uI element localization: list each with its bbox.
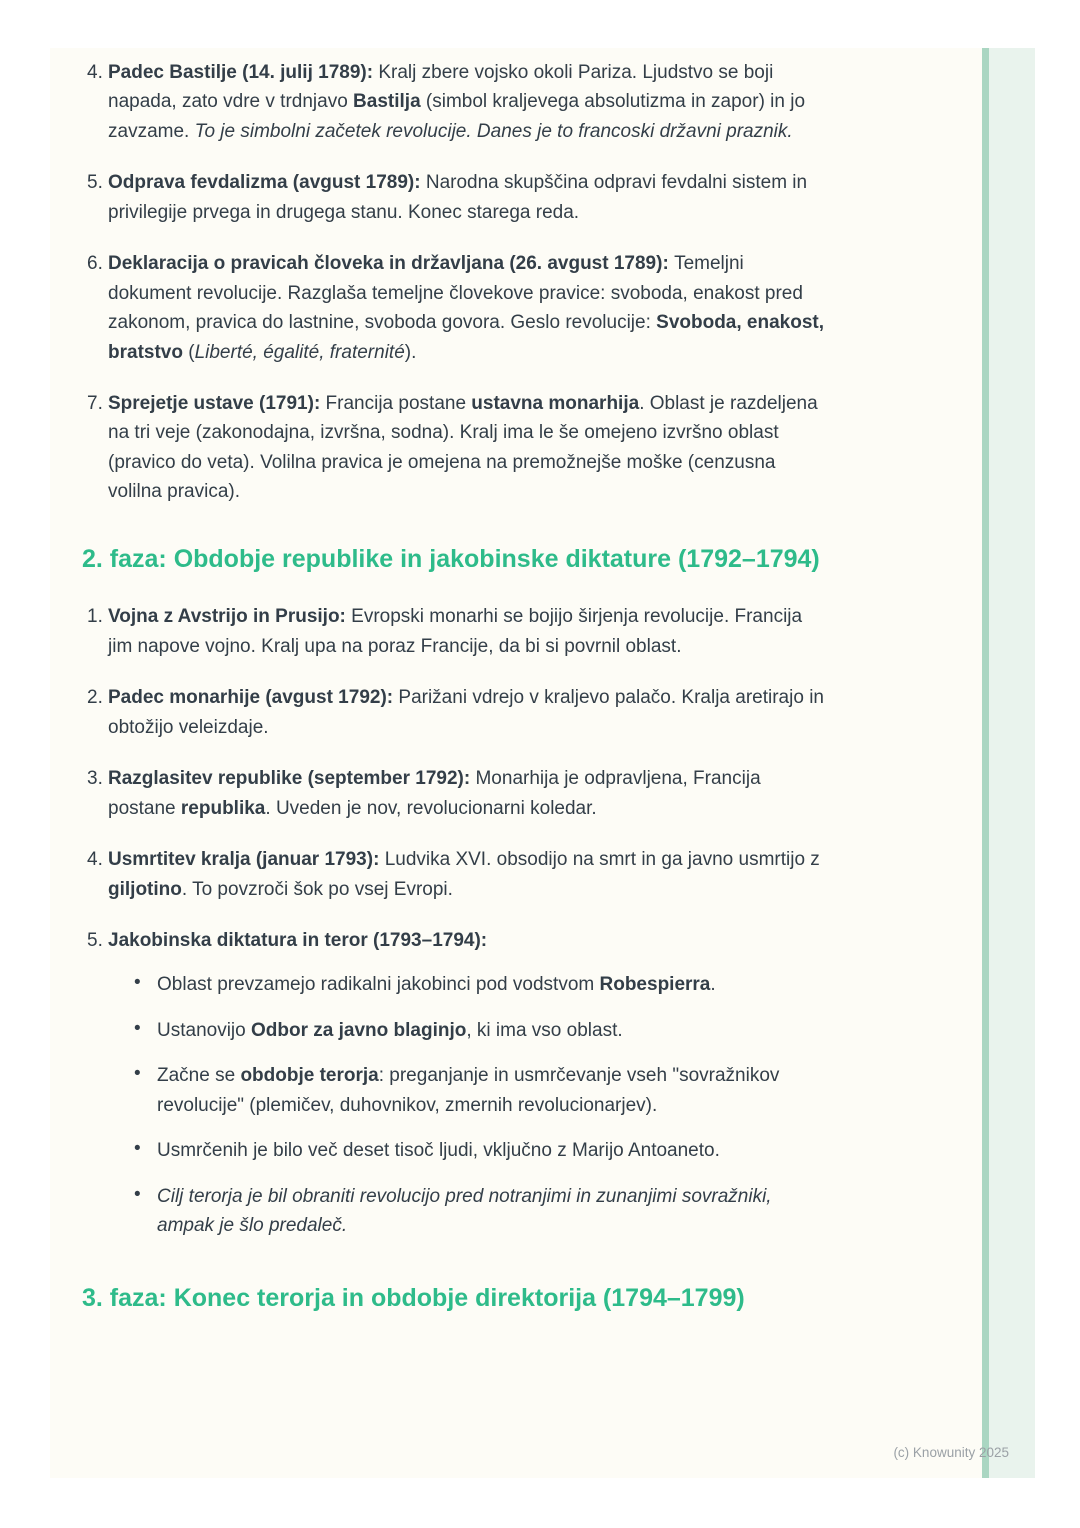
copyright-notice: (c) Knowunity 2025 — [893, 1445, 1009, 1460]
list-number: 3. — [87, 768, 103, 790]
list-item-text: Odprava fevdalizma (avgust 1789): Narodna skupščina odpravi fevdalni sistem in privilegije prvega in drugega stanu. Konec starega reda. — [108, 172, 808, 223]
bullet-item — [134, 1061, 830, 1120]
phase1-event-list — [87, 58, 830, 507]
bullet-text: Oblast prevzamejo radikalni jakobinci pod vodstvom Robespierra. — [157, 974, 716, 996]
list-item-text: Sprejetje ustave (1791): Francija postane ustavna monarhija. Oblast je razdeljena na tri veje (zakonodajna, izvršna, sodna). Kralj ima le še omejeno izvršno oblast (pravico do veta). Volilna pravica je omejena na premožnejše moške (cenzusna volilna pravica). — [108, 392, 818, 503]
bullet-item — [134, 970, 830, 999]
bullet-item — [134, 1182, 830, 1241]
bullet-item — [134, 1016, 830, 1045]
bullet-icon: • — [134, 972, 141, 994]
list-item — [87, 249, 830, 367]
list-item-text: Deklaracija o pravicah človeka in državljana (26. avgust 1789): Temeljni dokument revolucije. Razglaša temeljne človekove pravice: svoboda, enakost pred zakonom, pravica do lastnine, svoboda govora. Geslo revolucije: Svoboda, enakost, bratstvo (Liberté, égalité, fraternité). — [108, 253, 825, 363]
list-item — [87, 926, 830, 1241]
list-item-text: Jakobinska diktatura in teror (1793–1794): — [108, 929, 488, 951]
list-item-text: Vojna z Avstrijo in Prusijo: Evropski monarhi se bojijo širjenja revolucije. Francija jim napove vojno. Kralj upa na poraz Francije, da bi si povrnil oblast. — [108, 606, 803, 657]
list-number: 7. — [87, 392, 103, 414]
bullet-text: Cilj terorja je bil obraniti revolucijo pred notranjimi in zunanjimi sovražniki, ampak je šlo predaleč. — [157, 1185, 772, 1236]
bullet-icon: • — [134, 1063, 141, 1085]
side-accent-strip — [982, 48, 1035, 1478]
bullet-text: Ustanovijo Odbor za javno blaginjo, ki ima vso oblast. — [157, 1019, 623, 1041]
bullet-text: Usmrčenih je bilo več deset tisoč ljudi, vključno z Marijo Antoaneto. — [157, 1140, 720, 1162]
list-item — [87, 168, 830, 227]
phase2-event-list — [87, 602, 830, 1240]
list-item — [87, 845, 830, 904]
bullet-icon: • — [134, 1138, 141, 1160]
list-number: 5. — [87, 929, 103, 951]
section-heading-phase2: 2. faza: Obdobje republike in jakobinske diktature (1792–1794) — [82, 544, 820, 573]
list-number: 2. — [87, 687, 103, 709]
section-heading-phase3: 3. faza: Konec terorja in obdobje direktorija (1794–1799) — [82, 1284, 745, 1313]
document-page — [50, 48, 1035, 1478]
list-item — [87, 58, 830, 146]
list-number: 4. — [87, 849, 103, 871]
list-item — [87, 764, 830, 823]
list-number: 5. — [87, 172, 103, 194]
bullet-text: Začne se obdobje terorja: preganjanje in usmrčevanje vseh "sovražnikov revolucije" (plemičev, duhovnikov, zmernih revolucionarjev). — [157, 1065, 780, 1116]
terror-bullet-list — [134, 970, 830, 1240]
bullet-item — [134, 1136, 830, 1165]
bullet-icon: • — [134, 1017, 141, 1039]
list-item — [87, 683, 830, 742]
bullet-icon: • — [134, 1183, 141, 1205]
list-item-text: Usmrtitev kralja (januar 1793): Ludvika XVI. obsodijo na smrt in ga javno usmrtijo z giljotino. To povzroči šok po vsej Evropi. — [108, 849, 820, 900]
document-content — [50, 48, 1035, 1316]
list-number: 1. — [87, 606, 103, 628]
list-item-text: Padec Bastilje (14. julij 1789): Kralj zbere vojsko okoli Pariza. Ljudstvo se boji napada, zato vdre v trdnjavo Bastilja (simbol kraljevega absolutizma in zapor) in jo zavzame. To je simbolni začetek revolucije. Danes je to francoski državni praznik. — [108, 62, 806, 142]
list-item-text: Padec monarhije (avgust 1792): Parižani vdrejo v kraljevo palačo. Kralja aretirajo in obtožijo veleizdaje. — [108, 687, 824, 738]
list-item-text: Razglasitev republike (september 1792): Monarhija je odpravljena, Francija postane republika. Uveden je nov, revolucionarni koledar. — [108, 768, 761, 819]
list-item — [87, 602, 830, 661]
list-number: 6. — [87, 253, 103, 275]
list-number: 4. — [87, 62, 103, 83]
list-item — [87, 389, 830, 507]
